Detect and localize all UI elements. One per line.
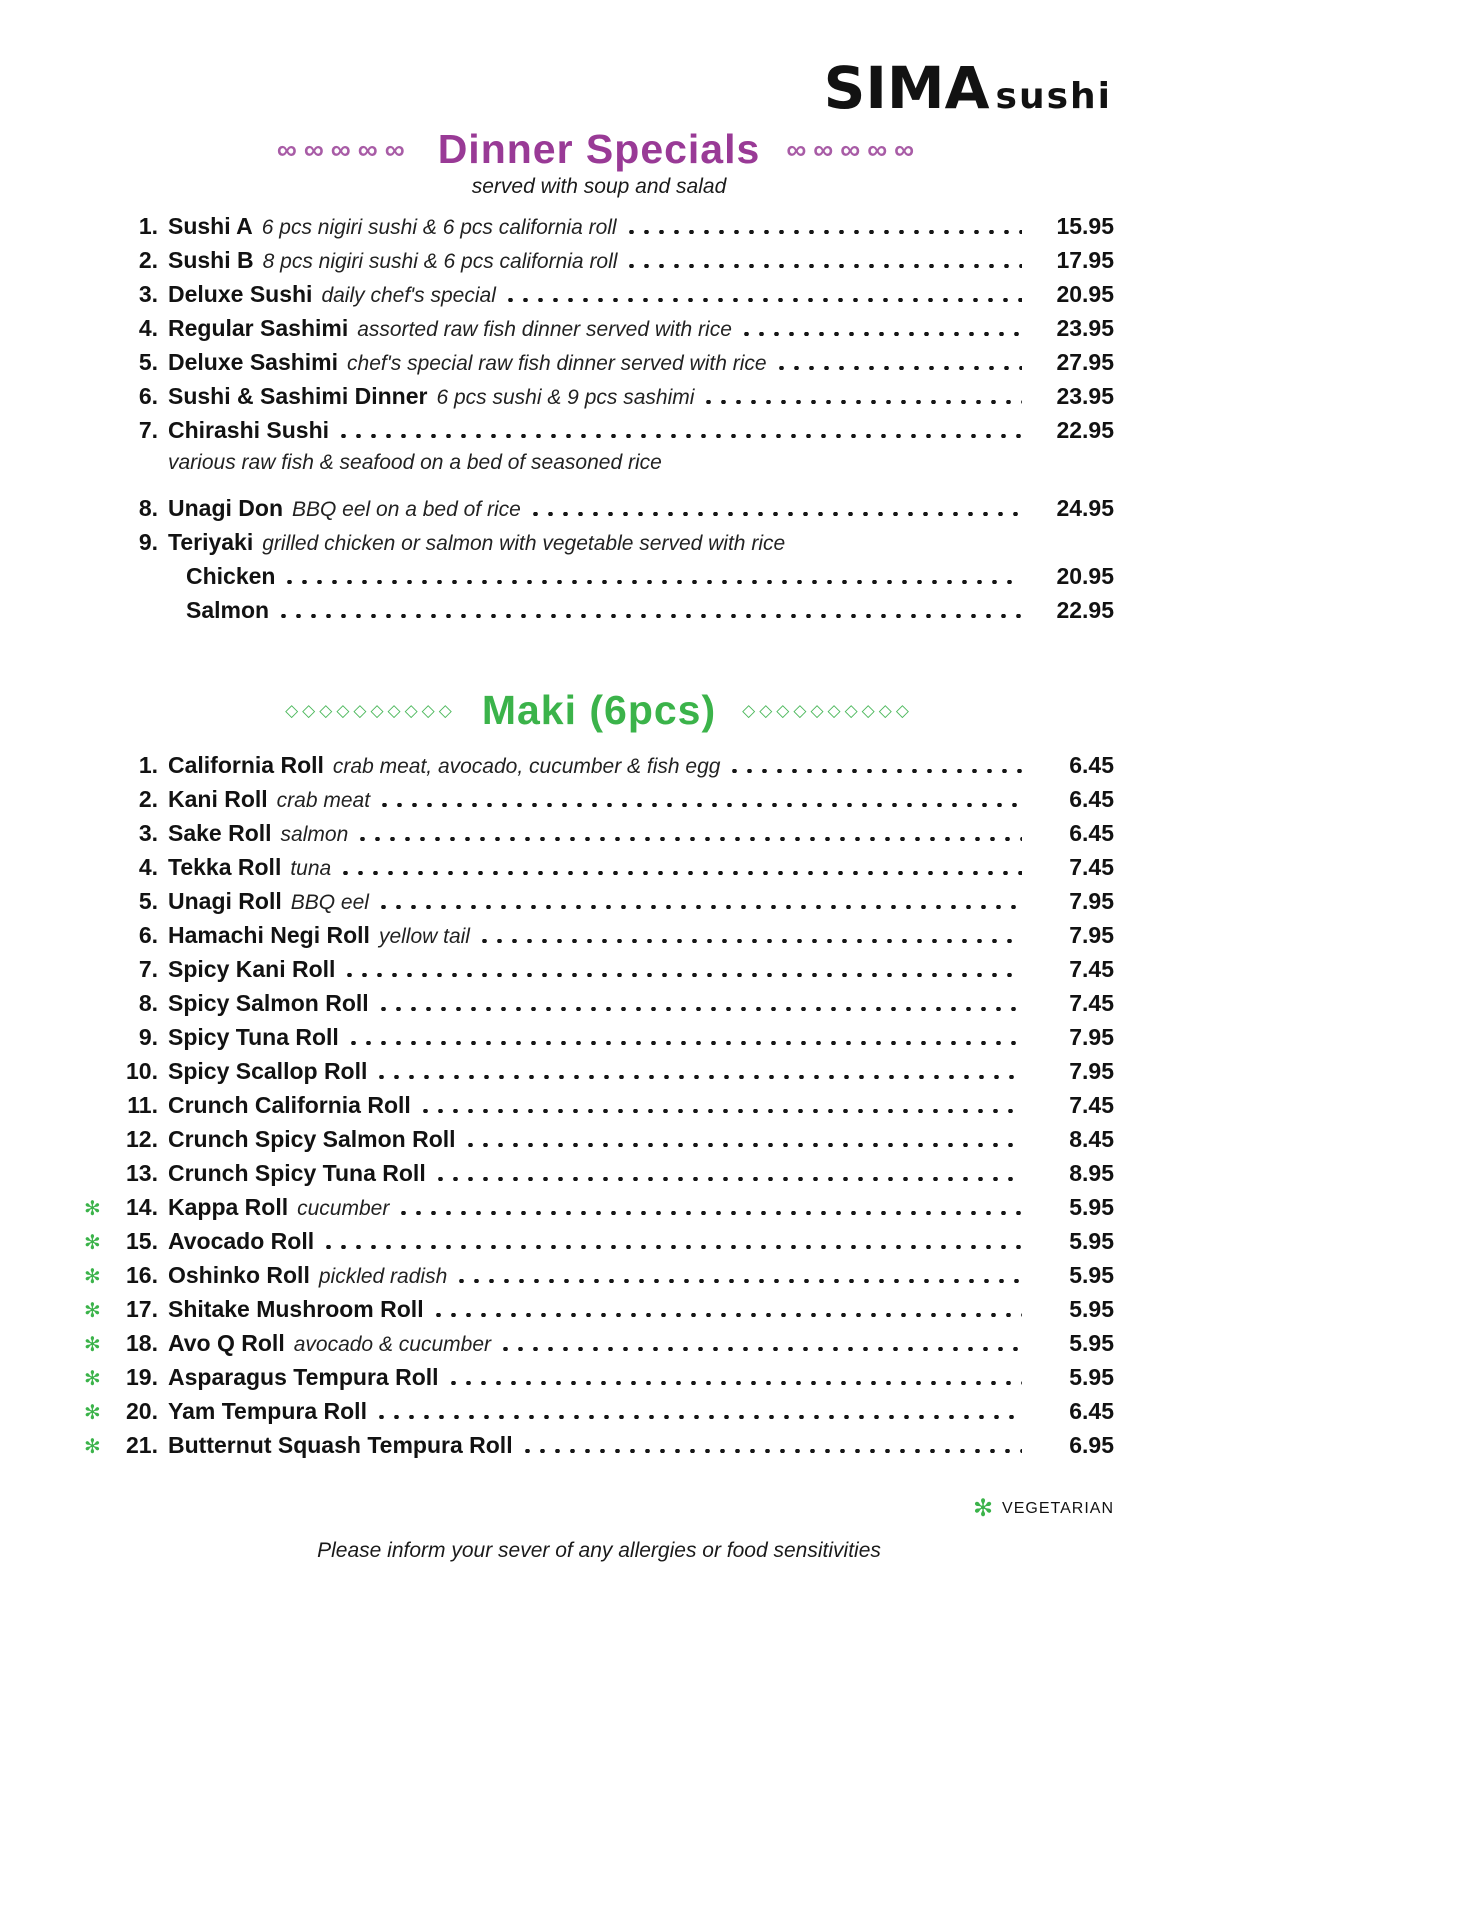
item-number: 1.	[138, 752, 158, 778]
dot-leader	[347, 973, 1022, 977]
item-desc: 8 pcs nigiri sushi & 6 pcs california roll	[262, 250, 618, 273]
item-name: Crunch Spicy Salmon Roll	[168, 1126, 456, 1152]
item-name: Sushi B	[168, 247, 254, 273]
menu-row	[84, 854, 1114, 888]
dot-leader	[382, 803, 1022, 807]
item-desc: yellow tail	[378, 925, 470, 948]
dot-leader	[341, 434, 1022, 438]
item-price: 20.95	[1056, 563, 1114, 589]
item-number: 3.	[138, 281, 158, 307]
dot-leader	[508, 298, 1022, 302]
maki-section-title: Maki (6pcs)	[481, 687, 717, 733]
logo	[824, 54, 1112, 122]
item-desc: cucumber	[297, 1197, 390, 1220]
menu-row	[84, 1398, 1114, 1432]
item-number: 7.	[138, 956, 158, 982]
menu-row	[84, 1296, 1114, 1330]
item-number: 6.	[138, 922, 158, 948]
item-desc: various raw fish & seafood on a bed of seasoned rice	[168, 451, 662, 474]
dot-leader	[468, 1143, 1022, 1147]
item-price: 7.95	[1069, 888, 1114, 914]
menu-row	[84, 1092, 1114, 1126]
dot-leader	[706, 400, 1022, 404]
item-name: Butternut Squash Tempura Roll	[168, 1432, 513, 1458]
item-price: 23.95	[1056, 315, 1114, 341]
menu-row	[84, 495, 1114, 529]
menu-row	[84, 956, 1114, 990]
item-desc: chef's special raw fish dinner served with rice	[347, 352, 767, 375]
menu-row	[84, 922, 1114, 956]
item-number: 8.	[138, 495, 158, 521]
item-name: Spicy Tuna Roll	[168, 1024, 339, 1050]
item-name: Sushi A	[168, 213, 253, 239]
item-number: 17.	[126, 1296, 158, 1322]
item-price: 5.95	[1069, 1262, 1114, 1288]
veg-legend-label: VEGETARIAN	[1002, 1500, 1114, 1517]
item-desc: salmon	[280, 823, 349, 846]
item-price: 7.95	[1069, 922, 1114, 948]
item-price: 6.45	[1069, 786, 1114, 812]
item-number: 16.	[126, 1262, 158, 1288]
menu-sub-row	[84, 563, 1114, 597]
item-name: Shitake Mushroom Roll	[168, 1296, 424, 1322]
item-number: 4.	[138, 854, 158, 880]
item-price: 5.95	[1069, 1330, 1114, 1356]
menu-row	[84, 247, 1114, 281]
item-number: 19.	[126, 1364, 158, 1390]
item-number: 6.	[138, 383, 158, 409]
item-price: 7.95	[1069, 1024, 1114, 1050]
item-price: 5.95	[1069, 1228, 1114, 1254]
item-name: Deluxe Sashimi	[168, 349, 339, 375]
dot-leader	[281, 614, 1022, 618]
vegetarian-icon: ✻	[84, 1334, 101, 1356]
menu-row	[84, 820, 1114, 854]
item-name: Chirashi Sushi	[168, 417, 330, 443]
item-number: 12.	[126, 1126, 158, 1152]
dot-leader	[381, 905, 1022, 909]
item-number: 2.	[138, 786, 158, 812]
item-name: Hamachi Negi Roll	[168, 922, 370, 948]
menu-row	[84, 786, 1114, 820]
menu-content	[84, 126, 1114, 1563]
logo-sima-text: SIMA	[823, 54, 990, 122]
menu-row	[84, 213, 1114, 247]
item-price: 6.45	[1069, 820, 1114, 846]
item-price: 20.95	[1056, 281, 1114, 307]
item-number: 13.	[126, 1160, 158, 1186]
item-name: Deluxe Sushi	[168, 281, 313, 307]
dot-leader	[744, 332, 1022, 336]
dot-leader	[436, 1313, 1022, 1317]
item-price: 5.95	[1069, 1364, 1114, 1390]
menu-row	[84, 349, 1114, 383]
item-price: 6.45	[1069, 1398, 1114, 1424]
menu-row	[84, 1126, 1114, 1160]
item-price: 17.95	[1056, 247, 1114, 273]
item-name: Avo Q Roll	[168, 1330, 285, 1356]
item-price: 8.45	[1069, 1126, 1114, 1152]
item-name: Chicken	[186, 563, 276, 589]
item-price: 15.95	[1056, 213, 1114, 239]
dinner-items	[84, 213, 1114, 631]
menu-row	[84, 1364, 1114, 1398]
maki-items	[84, 752, 1114, 1466]
item-name: Oshinko Roll	[168, 1262, 310, 1288]
dot-leader	[732, 769, 1022, 773]
menu-row	[84, 1160, 1114, 1194]
item-number: 21.	[126, 1432, 158, 1458]
vegetarian-icon: ✻	[972, 1495, 995, 1522]
dot-leader	[629, 264, 1022, 268]
vegetarian-icon: ✻	[84, 1266, 101, 1288]
item-number: 11.	[127, 1092, 158, 1118]
dot-leader	[459, 1279, 1022, 1283]
item-price: 8.95	[1069, 1160, 1114, 1186]
item-name: Unagi Don	[168, 495, 283, 521]
veg-legend	[84, 1494, 1114, 1523]
dot-leader	[525, 1449, 1022, 1453]
item-price: 6.45	[1069, 752, 1114, 778]
item-number: 15.	[126, 1228, 158, 1254]
vegetarian-icon: ✻	[84, 1436, 101, 1458]
item-price: 6.95	[1069, 1432, 1114, 1458]
menu-row	[84, 990, 1114, 1024]
dot-leader	[381, 1007, 1022, 1011]
item-number: 3.	[138, 820, 158, 846]
vegetarian-icon: ✻	[84, 1300, 101, 1322]
item-number: 7.	[138, 417, 158, 443]
vegetarian-icon: ✻	[84, 1198, 101, 1220]
menu-row	[84, 888, 1114, 922]
dinner-section-title: Dinner Specials	[437, 126, 761, 172]
item-name: Sushi & Sashimi Dinner	[168, 383, 428, 409]
menu-row	[84, 383, 1114, 417]
menu-row	[84, 1194, 1114, 1228]
item-price: 22.95	[1056, 417, 1114, 443]
dot-leader	[423, 1109, 1022, 1113]
decor-left: ◇◇◇◇◇◇◇◇◇◇	[285, 700, 456, 720]
item-name: Kappa Roll	[168, 1194, 289, 1220]
item-price: 7.45	[1069, 956, 1114, 982]
item-number: 20.	[126, 1398, 158, 1424]
vegetarian-icon: ✻	[84, 1232, 101, 1254]
item-name: Asparagus Tempura Roll	[168, 1364, 439, 1390]
item-name: Crunch Spicy Tuna Roll	[168, 1160, 426, 1186]
item-name: Crunch California Roll	[168, 1092, 411, 1118]
item-desc: daily chef's special	[321, 284, 496, 307]
menu-sub-row	[84, 597, 1114, 631]
menu-row	[84, 1228, 1114, 1262]
logo-sushi-text: sushi	[995, 76, 1112, 117]
item-name: Salmon	[186, 597, 270, 623]
dot-leader	[360, 837, 1022, 841]
dot-leader	[401, 1211, 1022, 1215]
item-price: 27.95	[1056, 349, 1114, 375]
item-desc: avocado & cucumber	[293, 1333, 491, 1356]
dinner-subtitle: served with soup and salad	[471, 175, 727, 198]
item-number: 2.	[138, 247, 158, 273]
dot-leader	[343, 871, 1022, 875]
item-name: Tekka Roll	[168, 854, 282, 880]
item-desc: BBQ eel	[290, 891, 369, 914]
item-price: 5.95	[1069, 1194, 1114, 1220]
footer-note: Please inform your sever of any allergies or food sensitivities	[317, 1539, 881, 1562]
item-price: 7.45	[1069, 1092, 1114, 1118]
item-desc: tuna	[290, 857, 332, 880]
item-price: 22.95	[1056, 597, 1114, 623]
menu-row-description	[84, 451, 1114, 485]
menu-row	[84, 281, 1114, 315]
item-desc: pickled radish	[318, 1265, 448, 1288]
menu-row	[84, 1330, 1114, 1364]
dot-leader	[482, 939, 1022, 943]
item-name: Sake Roll	[168, 820, 272, 846]
item-number: 5.	[138, 349, 158, 375]
menu-row	[84, 1432, 1114, 1466]
dot-leader	[629, 230, 1022, 234]
item-name: Avocado Roll	[168, 1228, 315, 1254]
item-name: Yam Tempura Roll	[168, 1398, 367, 1424]
vegetarian-icon: ✻	[84, 1402, 101, 1424]
item-price: 5.95	[1069, 1296, 1114, 1322]
dot-leader	[533, 512, 1022, 516]
item-number: 4.	[138, 315, 158, 341]
item-desc: crab meat	[276, 789, 371, 812]
item-number: 9.	[138, 529, 158, 555]
menu-row	[84, 1058, 1114, 1092]
maki-section-header	[84, 687, 1114, 734]
item-name: Teriyaki	[168, 529, 254, 555]
dot-leader	[351, 1041, 1022, 1045]
item-name: Regular Sashimi	[168, 315, 349, 341]
item-desc: crab meat, avocado, cucumber & fish egg	[332, 755, 721, 778]
item-price: 23.95	[1056, 383, 1114, 409]
dot-leader	[326, 1245, 1022, 1249]
item-number: 1.	[138, 213, 158, 239]
vegetarian-icon: ✻	[84, 1368, 101, 1390]
item-name: Spicy Scallop Roll	[168, 1058, 368, 1084]
item-number: 5.	[138, 888, 158, 914]
menu-row	[84, 529, 1114, 563]
menu-row	[84, 752, 1114, 786]
item-name: Spicy Kani Roll	[168, 956, 336, 982]
dot-leader	[451, 1381, 1022, 1385]
item-number: 14.	[126, 1194, 158, 1220]
dot-leader	[379, 1075, 1022, 1079]
item-price: 24.95	[1056, 495, 1114, 521]
item-desc: BBQ eel on a bed of rice	[292, 498, 521, 521]
item-name: Kani Roll	[168, 786, 268, 812]
item-desc: 6 pcs nigiri sushi & 6 pcs california roll	[261, 216, 617, 239]
decor-right: ◇◇◇◇◇◇◇◇◇◇	[742, 700, 913, 720]
item-name: Unagi Roll	[168, 888, 282, 914]
decor-right: ∞∞∞∞∞	[786, 133, 922, 165]
item-desc: grilled chicken or salmon with vegetable served with rice	[262, 532, 786, 555]
dinner-section-header	[84, 126, 1114, 173]
dot-leader	[503, 1347, 1022, 1351]
item-desc: assorted raw fish dinner served with rice	[357, 318, 732, 341]
decor-left: ∞∞∞∞∞	[276, 133, 412, 165]
item-price: 7.95	[1069, 1058, 1114, 1084]
item-name: California Roll	[168, 752, 324, 778]
item-number: 10.	[126, 1058, 158, 1084]
dot-leader	[287, 580, 1022, 584]
item-number: 9.	[138, 1024, 158, 1050]
dot-leader	[438, 1177, 1022, 1181]
menu-row	[84, 417, 1114, 451]
item-desc: 6 pcs sushi & 9 pcs sashimi	[436, 386, 695, 409]
item-number: 18.	[126, 1330, 158, 1356]
menu-row	[84, 1024, 1114, 1058]
item-name: Spicy Salmon Roll	[168, 990, 369, 1016]
menu-row	[84, 1262, 1114, 1296]
menu-row	[84, 315, 1114, 349]
item-price: 7.45	[1069, 990, 1114, 1016]
dot-leader	[779, 366, 1022, 370]
item-number: 8.	[138, 990, 158, 1016]
dot-leader	[379, 1415, 1022, 1419]
item-price: 7.45	[1069, 854, 1114, 880]
